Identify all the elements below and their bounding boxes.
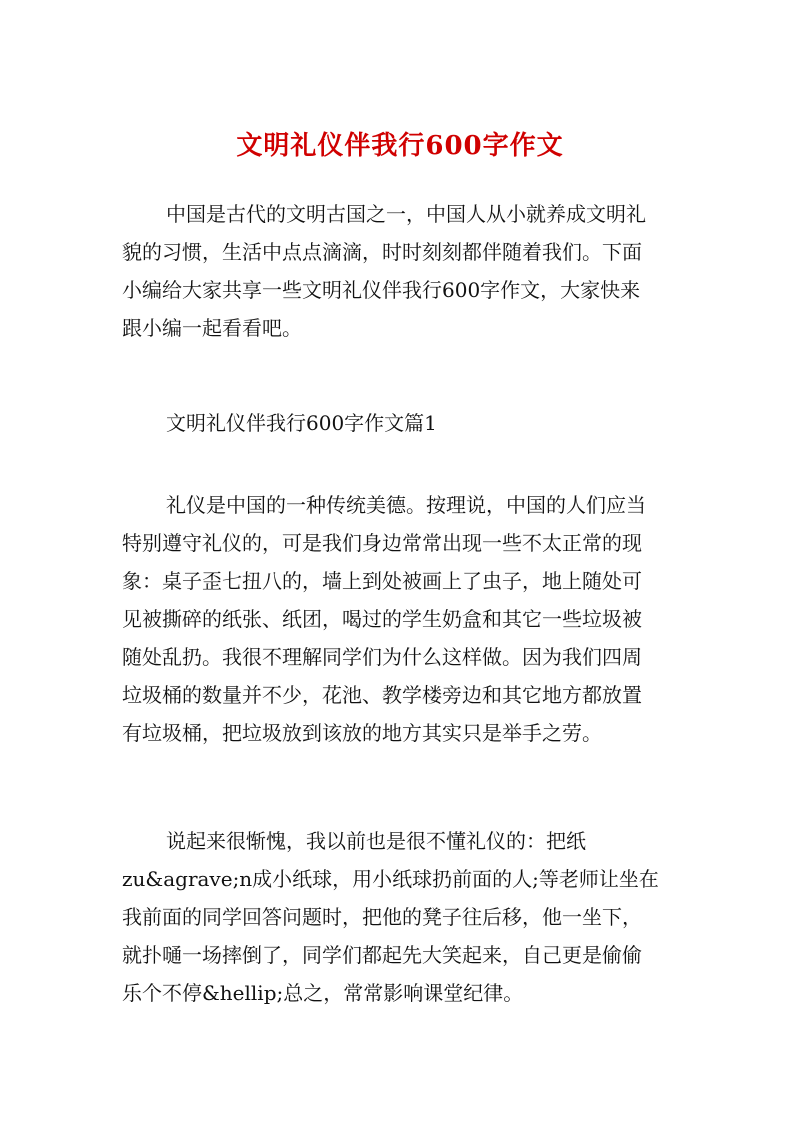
text-line: 垃圾桶的数量并不少，花池、教学楼旁边和其它地方都放置	[122, 683, 642, 707]
body-paragraph	[122, 822, 682, 1012]
section-heading	[122, 404, 682, 442]
text-line: 有垃圾桶，把垃圾放到该放的地方其实只是举手之劳。	[122, 721, 602, 745]
text-line: 小编给大家共享一些文明礼仪伴我行600字作文，大家快来	[122, 278, 641, 302]
text-line: 礼仪是中国的一种传统美德。按理说，中国的人们应当	[166, 493, 646, 517]
text-line: 乐个不停&hellip;总之，常常影响课堂纪律。	[122, 981, 524, 1005]
text-line: 象：桌子歪七扭八的，墙上到处被画上了虫子，地上随处可	[122, 569, 642, 593]
text-line: 跟小编一起看看吧。	[122, 316, 302, 340]
text-line: 随处乱扔。我很不理解同学们为什么这样做。因为我们四周	[122, 645, 642, 669]
text-line: 貌的习惯，生活中点点滴滴，时时刻刻都伴随着我们。下面	[122, 240, 642, 264]
text-line: 就扑嗵一场摔倒了，同学们都起先大笑起来，自己更是偷偷	[122, 943, 642, 967]
text-line: 中国是古代的文明古国之一，中国人从小就养成文明礼	[166, 202, 646, 226]
text-line: 特别遵守礼仪的，可是我们身边常常出现一些不太正常的现	[122, 531, 642, 555]
document-title: 文明礼仪伴我行600字作文	[236, 131, 564, 161]
body-paragraph	[122, 486, 682, 752]
text-line: zu&agrave;n成小纸球，用小纸球扔前面的人;等老师让坐在	[122, 867, 659, 891]
text-line: 文明礼仪伴我行600字作文篇1	[166, 411, 437, 435]
intro-paragraph	[122, 195, 682, 347]
text-line: 我前面的同学回答问题时，把他的凳子往后移，他一坐下，	[122, 905, 642, 929]
text-line: 说起来很惭愧，我以前也是很不懂礼仪的：把纸	[166, 829, 586, 853]
text-line: 见被撕碎的纸张、纸团，喝过的学生奶盒和其它一些垃圾被	[122, 607, 642, 631]
